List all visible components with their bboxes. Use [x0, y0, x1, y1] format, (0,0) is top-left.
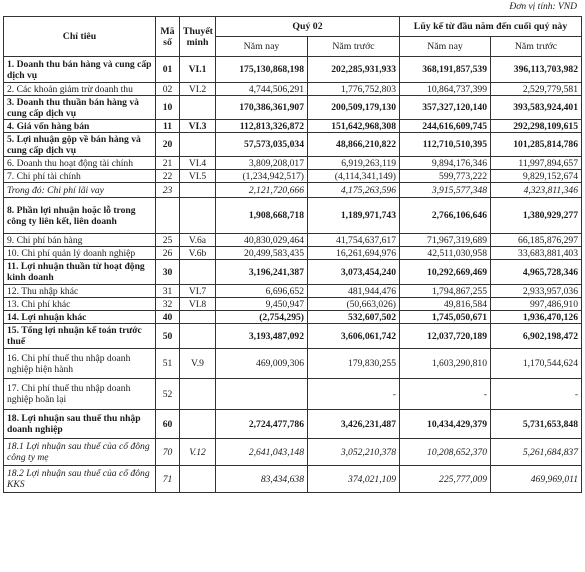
row-ytd-current: 10,864,737,399	[400, 83, 491, 96]
row-code: 32	[156, 298, 180, 311]
row-ytd-current: 357,327,120,140	[400, 96, 491, 120]
row-ytd-previous: 6,902,198,472	[491, 324, 582, 349]
row-code: 70	[156, 439, 180, 466]
table-row	[4, 324, 582, 349]
row-note	[180, 133, 216, 157]
currency-unit-note: Đơn vị tính: VND	[509, 2, 577, 12]
row-quarter-previous: 202,285,931,933	[308, 57, 400, 83]
row-label: 1. Doanh thu bán hàng và cung cấp dịch vụ	[4, 57, 156, 83]
row-code: 50	[156, 324, 180, 349]
row-ytd-current: 42,511,030,958	[400, 247, 491, 260]
row-ytd-previous: 66,185,876,297	[491, 234, 582, 247]
row-label: 8. Phần lợi nhuận hoặc lỗ trong công ty liên kết, liên doanh	[4, 198, 156, 234]
row-ytd-previous: 1,380,929,277	[491, 198, 582, 234]
row-label: 15. Tổng lợi nhuận kế toán trước thuế	[4, 324, 156, 349]
row-ytd-current: 10,434,429,379	[400, 410, 491, 439]
row-quarter-previous: 200,509,179,130	[308, 96, 400, 120]
row-note: VI.3	[180, 120, 216, 133]
table-row	[4, 379, 582, 410]
row-quarter-current: (1,234,942,517)	[216, 170, 308, 183]
row-code: 71	[156, 466, 180, 493]
row-note: VI.8	[180, 298, 216, 311]
row-quarter-previous: 151,642,968,308	[308, 120, 400, 133]
row-label: 12. Thu nhập khác	[4, 285, 156, 298]
row-quarter-current: 3,196,241,387	[216, 260, 308, 285]
row-ytd-previous: 396,113,703,982	[491, 57, 582, 83]
row-note: V.6b	[180, 247, 216, 260]
table-row	[4, 234, 582, 247]
table-row	[4, 183, 582, 198]
row-ytd-previous: 4,323,811,346	[491, 183, 582, 198]
row-code: 10	[156, 96, 180, 120]
row-quarter-previous: (4,114,341,149)	[308, 170, 400, 183]
row-note: VI.7	[180, 285, 216, 298]
row-code: 30	[156, 260, 180, 285]
row-note	[180, 324, 216, 349]
row-quarter-previous: 532,607,502	[308, 311, 400, 324]
table-row	[4, 198, 582, 234]
row-quarter-previous: 1,776,752,803	[308, 83, 400, 96]
table-row	[4, 298, 582, 311]
row-note	[180, 96, 216, 120]
row-quarter-previous: 6,919,263,119	[308, 157, 400, 170]
row-label: 5. Lợi nhuận gộp về bán hàng và cung cấp dịch vụ	[4, 133, 156, 157]
row-quarter-current: 2,724,477,786	[216, 410, 308, 439]
row-quarter-previous: 16,261,694,976	[308, 247, 400, 260]
row-quarter-previous: 3,606,061,742	[308, 324, 400, 349]
row-label: 11. Lợi nhuận thuần từ hoạt động kinh doanh	[4, 260, 156, 285]
row-note	[180, 183, 216, 198]
row-ytd-current: 2,766,106,646	[400, 198, 491, 234]
row-ytd-current: 12,037,720,189	[400, 324, 491, 349]
row-ytd-current: 49,816,584	[400, 298, 491, 311]
row-code: 60	[156, 410, 180, 439]
row-note	[180, 260, 216, 285]
row-code: 52	[156, 379, 180, 410]
row-code: 23	[156, 183, 180, 198]
header-ytd-previous: Năm trước	[491, 37, 582, 57]
row-quarter-current: 2,641,043,148	[216, 439, 308, 466]
row-ytd-previous: -	[491, 379, 582, 410]
row-quarter-current: 170,386,361,907	[216, 96, 308, 120]
header-q-current: Năm nay	[216, 37, 308, 57]
row-ytd-previous: 33,683,881,403	[491, 247, 582, 260]
row-quarter-current: 469,009,306	[216, 349, 308, 379]
table-row	[4, 410, 582, 439]
row-quarter-current: 1,908,668,718	[216, 198, 308, 234]
row-ytd-current: 1,603,290,810	[400, 349, 491, 379]
row-quarter-previous: (50,663,026)	[308, 298, 400, 311]
row-ytd-current: 10,208,652,370	[400, 439, 491, 466]
row-code: 01	[156, 57, 180, 83]
table-row	[4, 170, 582, 183]
row-quarter-current: 2,121,720,666	[216, 183, 308, 198]
row-ytd-current: 71,967,319,689	[400, 234, 491, 247]
row-quarter-current: 83,434,638	[216, 466, 308, 493]
row-quarter-current: 175,130,868,198	[216, 57, 308, 83]
row-label: 10. Chi phí quản lý doanh nghiệp	[4, 247, 156, 260]
row-ytd-current: 3,915,577,348	[400, 183, 491, 198]
table-body	[4, 57, 582, 493]
row-label: 3. Doanh thu thuần bán hàng và cung cấp dịch vụ	[4, 96, 156, 120]
table-row	[4, 83, 582, 96]
table-row	[4, 57, 582, 83]
row-code: 26	[156, 247, 180, 260]
row-ytd-previous: 9,829,152,674	[491, 170, 582, 183]
row-ytd-previous: 2,529,779,581	[491, 83, 582, 96]
row-quarter-current: 3,809,208,017	[216, 157, 308, 170]
row-quarter-previous: 481,944,476	[308, 285, 400, 298]
row-ytd-previous: 1,936,470,126	[491, 311, 582, 324]
row-note: VI.5	[180, 170, 216, 183]
row-note: V.9	[180, 349, 216, 379]
row-label: 7. Chi phí tài chính	[4, 170, 156, 183]
row-quarter-previous: 48,866,210,822	[308, 133, 400, 157]
row-code: 22	[156, 170, 180, 183]
row-label: 4. Giá vốn hàng bán	[4, 120, 156, 133]
row-quarter-previous: 374,021,109	[308, 466, 400, 493]
row-code: 20	[156, 133, 180, 157]
row-quarter-previous: 3,052,210,378	[308, 439, 400, 466]
row-ytd-current: 112,710,510,395	[400, 133, 491, 157]
row-ytd-current: 225,777,009	[400, 466, 491, 493]
table-row	[4, 96, 582, 120]
row-code: 40	[156, 311, 180, 324]
income-statement-table	[3, 16, 582, 493]
table-row	[4, 285, 582, 298]
row-quarter-previous: 3,073,454,240	[308, 260, 400, 285]
row-quarter-previous: 3,426,231,487	[308, 410, 400, 439]
row-ytd-previous: 5,731,653,848	[491, 410, 582, 439]
row-label: 13. Chi phí khác	[4, 298, 156, 311]
row-ytd-current: 599,773,222	[400, 170, 491, 183]
header-ytd-current: Năm nay	[400, 37, 491, 57]
row-label: 6. Doanh thu hoạt động tài chính	[4, 157, 156, 170]
row-quarter-previous: 1,189,971,743	[308, 198, 400, 234]
row-quarter-current: 9,450,947	[216, 298, 308, 311]
table-row	[4, 247, 582, 260]
header-ytd: Lũy kế từ đầu năm đến cuối quý này	[400, 17, 582, 37]
row-ytd-previous: 469,969,011	[491, 466, 582, 493]
row-ytd-current: 10,292,669,469	[400, 260, 491, 285]
table-row	[4, 311, 582, 324]
table-row	[4, 133, 582, 157]
row-quarter-previous: 179,830,255	[308, 349, 400, 379]
row-code	[156, 198, 180, 234]
header-chi-tieu: Chỉ tiêu	[4, 17, 156, 57]
table-row	[4, 157, 582, 170]
row-ytd-previous: 292,298,109,615	[491, 120, 582, 133]
row-label: 17. Chi phí thuế thu nhập doanh nghiệp hoãn lại	[4, 379, 156, 410]
row-note	[180, 466, 216, 493]
row-note	[180, 311, 216, 324]
header-thuyet-minh: Thuyết minh	[180, 17, 216, 57]
row-quarter-current	[216, 379, 308, 410]
row-code: 25	[156, 234, 180, 247]
row-label: 16. Chi phí thuế thu nhập doanh nghiệp hiện hành	[4, 349, 156, 379]
row-note: V.12	[180, 439, 216, 466]
row-quarter-previous: -	[308, 379, 400, 410]
row-quarter-current: 6,696,652	[216, 285, 308, 298]
row-code: 11	[156, 120, 180, 133]
row-quarter-current: (2,754,295)	[216, 311, 308, 324]
row-note	[180, 198, 216, 234]
row-note: VI.1	[180, 57, 216, 83]
row-label: 18.1 Lợi nhuận sau thuế của cổ đông công ty mẹ	[4, 439, 156, 466]
row-code: 51	[156, 349, 180, 379]
table-row	[4, 260, 582, 285]
row-note	[180, 410, 216, 439]
row-quarter-current: 20,499,583,435	[216, 247, 308, 260]
row-label: 14. Lợi nhuận khác	[4, 311, 156, 324]
row-quarter-current: 4,744,506,291	[216, 83, 308, 96]
row-ytd-current: 368,191,857,539	[400, 57, 491, 83]
row-note: V.6a	[180, 234, 216, 247]
row-label: 9. Chi phí bán hàng	[4, 234, 156, 247]
row-note: VI.4	[180, 157, 216, 170]
row-quarter-previous: 4,175,263,596	[308, 183, 400, 198]
row-ytd-previous: 11,997,894,657	[491, 157, 582, 170]
header-q-previous: Năm trước	[308, 37, 400, 57]
table-row	[4, 466, 582, 493]
header-quarter: Quý 02	[216, 17, 400, 37]
row-label: 18. Lợi nhuận sau thuế thu nhập doanh nghiệp	[4, 410, 156, 439]
row-ytd-previous: 101,285,814,786	[491, 133, 582, 157]
row-ytd-current: -	[400, 379, 491, 410]
row-label: 2. Các khoản giảm trừ doanh thu	[4, 83, 156, 96]
row-quarter-current: 3,193,487,092	[216, 324, 308, 349]
row-code: 21	[156, 157, 180, 170]
row-ytd-current: 1,794,867,255	[400, 285, 491, 298]
row-ytd-current: 244,616,609,745	[400, 120, 491, 133]
row-quarter-current: 40,830,029,464	[216, 234, 308, 247]
table-row	[4, 439, 582, 466]
row-note	[180, 379, 216, 410]
header-ma-so: Mã số	[156, 17, 180, 57]
row-ytd-previous: 393,583,924,401	[491, 96, 582, 120]
row-quarter-previous: 41,754,637,617	[308, 234, 400, 247]
row-quarter-current: 57,573,035,034	[216, 133, 308, 157]
row-ytd-previous: 1,170,544,624	[491, 349, 582, 379]
row-ytd-previous: 4,965,728,346	[491, 260, 582, 285]
row-quarter-current: 112,813,326,872	[216, 120, 308, 133]
row-code: 31	[156, 285, 180, 298]
row-ytd-previous: 2,933,957,036	[491, 285, 582, 298]
row-ytd-previous: 5,261,684,837	[491, 439, 582, 466]
row-ytd-current: 9,894,176,346	[400, 157, 491, 170]
row-note: VI.2	[180, 83, 216, 96]
row-label: 18.2 Lợi nhuận sau thuế của cổ đông KKS	[4, 466, 156, 493]
table-row	[4, 120, 582, 133]
row-label: Trong đó: Chi phí lãi vay	[4, 183, 156, 198]
table-row	[4, 349, 582, 379]
row-code: 02	[156, 83, 180, 96]
row-ytd-previous: 997,486,910	[491, 298, 582, 311]
row-ytd-current: 1,745,050,671	[400, 311, 491, 324]
